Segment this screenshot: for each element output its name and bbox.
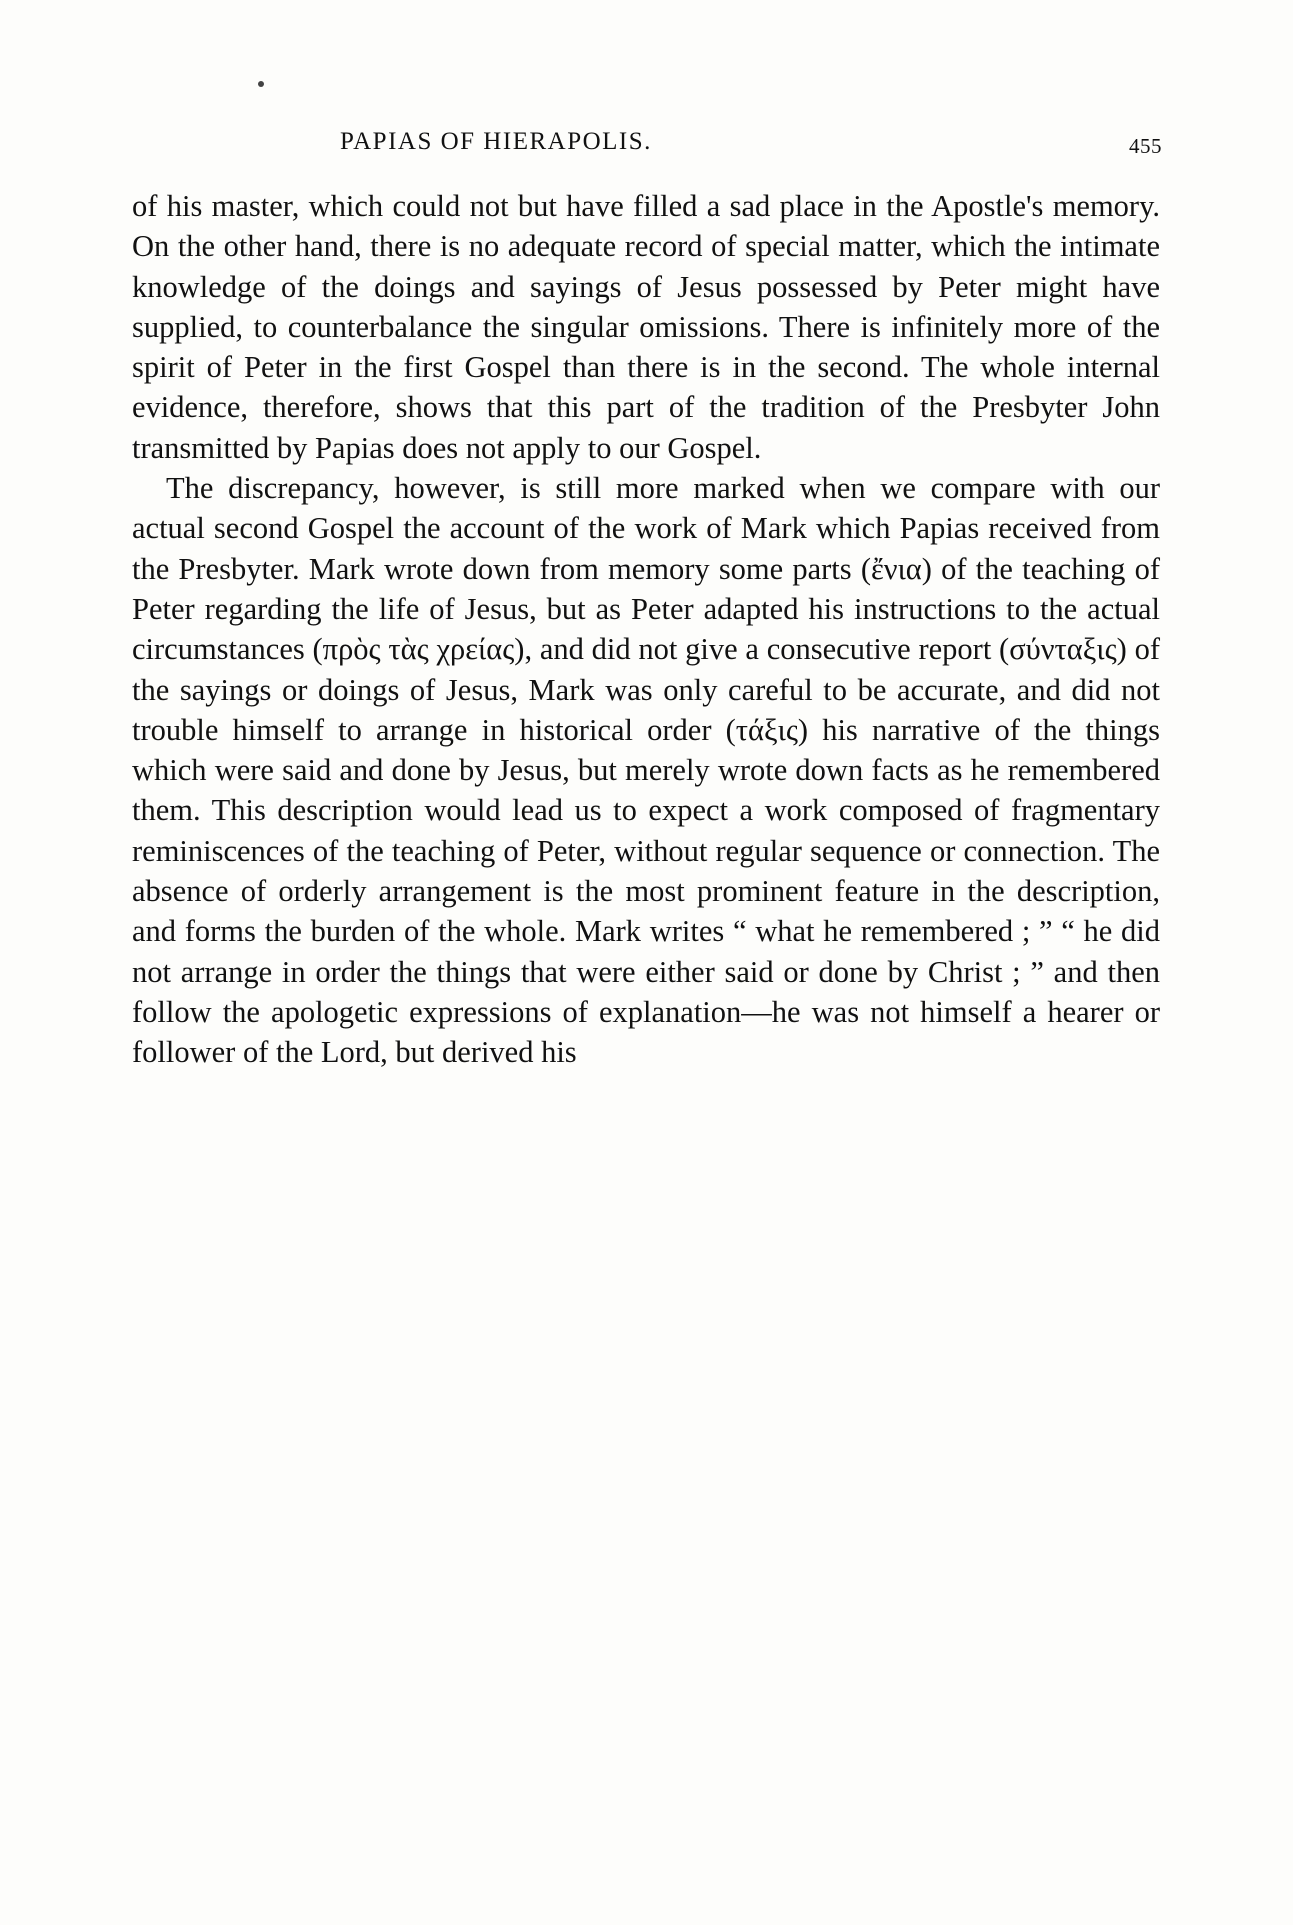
paragraph: The discrepancy, however, is still more marked when we compare with our actual second Gospel the account of the work of Mark which Papias received from the Presbyter. Mark wrote down from memory some parts (ἔνια) of the teaching of Peter regarding the life of Jesus, but as Peter adapted his instructions to the actual circumstances (πρὸς τὰς χρείας), and did not give a consecutive report (σύνταξις) of the sayings or doings of Jesus, Mark was only careful to be accurate, and did not trouble himself to arrange in historical order (τάξις) his narrative of the things which were said and done by Jesus, but merely wrote down facts as he remembered them. This description would lead us to expect a work composed of fragmentary reminiscences of the teaching of Peter, without regular sequence or connection. The absence of orderly arrangement is the most prominent feature in the description, and forms the burden of the whole. Mark writes “ what he remembered ; ” “ he did not arrange in order the things that were either said or done by Christ ; ” and then follow the apologetic expressions of explanation—he was not himself a hearer or follower of the Lord, but derived his — [132, 471, 1160, 1070]
page-speck-mark — [258, 81, 264, 87]
page-number: 455 — [1129, 134, 1162, 158]
page-header — [132, 128, 1162, 162]
body-text — [132, 186, 1160, 1073]
paragraph: of his master, which could not but have filled a sad place in the Apostle's memory. On the other hand, there is no adequate record of special matter, which the intimate knowledge of the doings and sayings of Jesus possessed by Peter might have supplied, to counterbalance the singular omissions. There is infinitely more of the spirit of Peter in the first Gospel than there is in the second. The whole internal evidence, therefore, shows that this part of the tradition of the Presbyter John transmitted by Papias does not apply to our Gospel. — [132, 189, 1160, 465]
running-title: PAPIAS OF HIERAPOLIS. — [340, 128, 652, 155]
